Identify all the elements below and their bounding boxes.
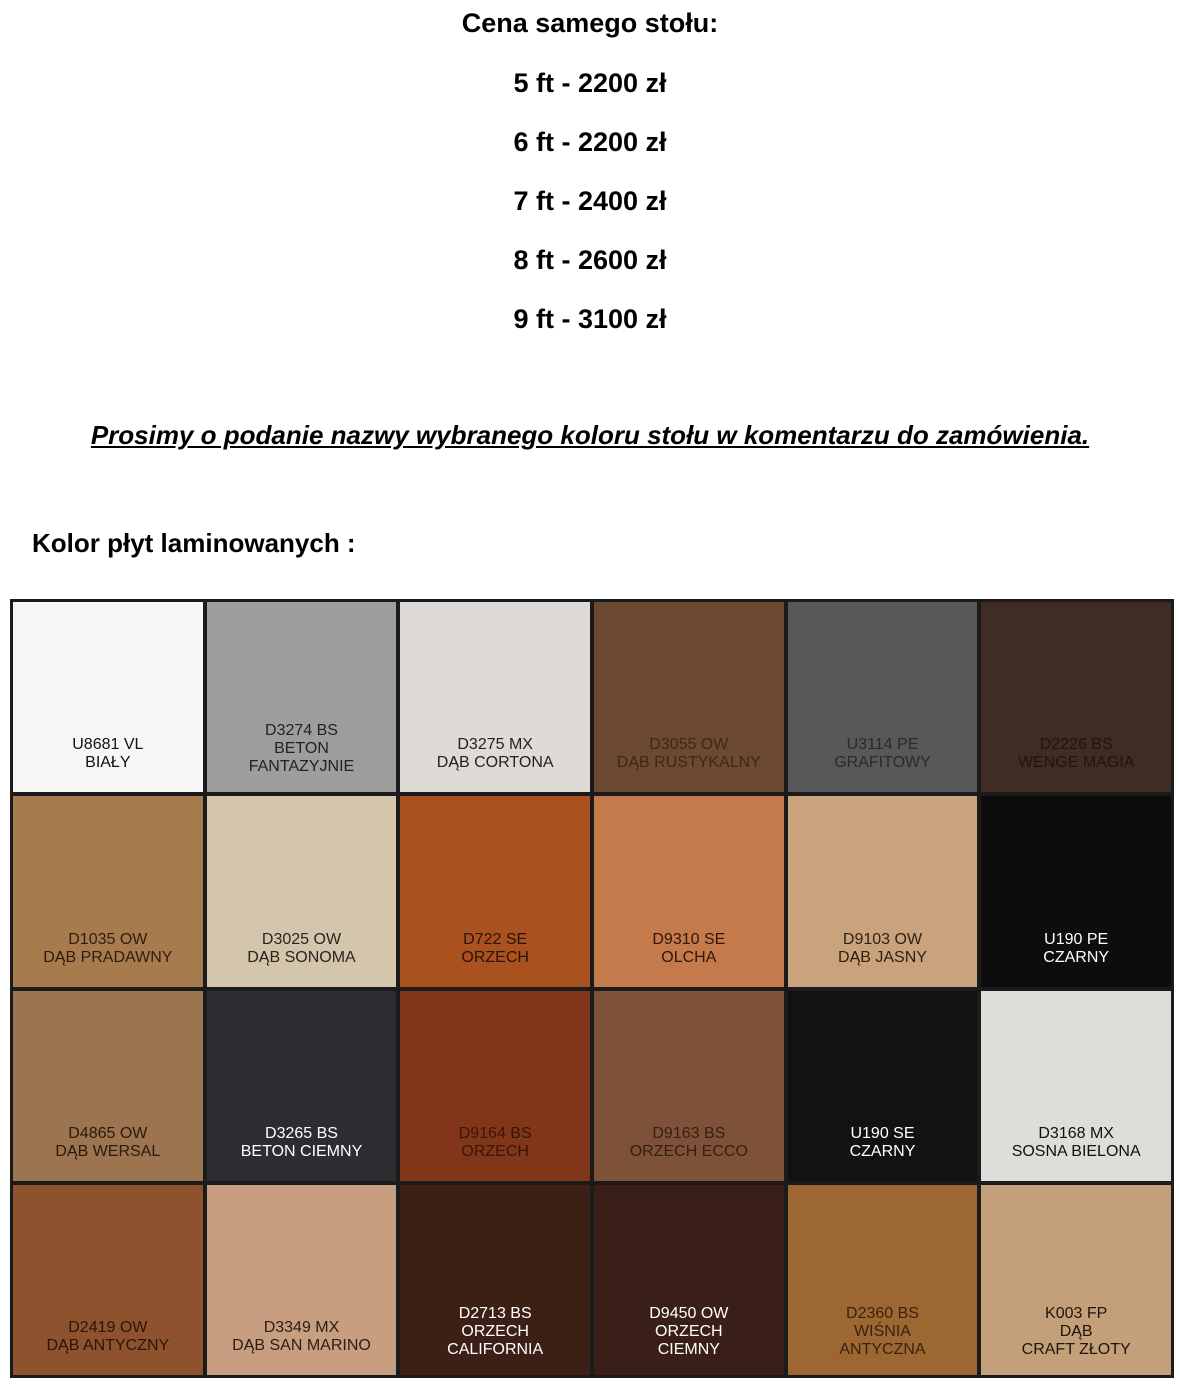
price-item: 6 ft - 2200 zł — [513, 127, 667, 157]
price-item: 9 ft - 3100 zł — [513, 304, 667, 334]
price-item: 7 ft - 2400 zł — [513, 186, 667, 216]
swatch-label: D2360 BS WIŚNIA ANTYCZNA — [839, 1305, 926, 1358]
swatch-label: D2419 OW DĄB ANTYCZNY — [46, 1319, 170, 1354]
color-swatch — [207, 991, 397, 1181]
laminate-color-heading: Kolor płyt laminowanych : — [32, 528, 356, 558]
color-swatch — [981, 1185, 1171, 1375]
swatch-label: D3274 BS BETON FANTAZYJNIE — [248, 722, 355, 776]
swatch-label: D9163 BS ORZECH ECCO — [629, 1124, 748, 1160]
swatch-label: D3265 BS BETON CIEMNY — [240, 1124, 363, 1160]
color-swatch — [788, 991, 978, 1181]
price-item: 5 ft - 2200 zł — [513, 68, 667, 98]
swatch-label: U3114 PE GRAFITOWY — [834, 736, 931, 772]
color-swatch — [788, 1185, 978, 1375]
price-heading: Cena samego stołu: — [461, 8, 719, 38]
color-swatch — [594, 796, 784, 986]
swatch-label: D4865 OW DĄB WERSAL — [55, 1124, 161, 1160]
color-swatch — [594, 991, 784, 1181]
color-swatch — [981, 991, 1171, 1181]
swatch-label: D9310 SE OLCHA — [652, 930, 726, 966]
swatch-label: K003 FP DĄB CRAFT ZŁOTY — [1021, 1305, 1131, 1358]
swatch-label: U8681 VL BIAŁY — [72, 736, 144, 772]
swatch-label: D9450 OW ORZECH CIEMNY — [649, 1305, 729, 1358]
color-swatch — [981, 602, 1171, 792]
color-swatch — [13, 796, 203, 986]
color-swatch — [13, 991, 203, 1181]
color-swatch — [981, 796, 1171, 986]
swatch-label: U190 PE CZARNY — [1043, 930, 1110, 966]
swatch-label: D9164 BS ORZECH — [458, 1124, 532, 1160]
color-swatch — [207, 1185, 397, 1375]
color-swatch-grid — [10, 599, 1174, 1378]
swatch-label: D9103 OW DĄB JASNY — [838, 930, 927, 966]
swatch-label: D1035 OW DĄB PRADAWNY — [43, 930, 173, 966]
swatch-label: D2226 BS WENGE MAGIA — [1017, 736, 1135, 772]
color-swatch — [594, 1185, 784, 1375]
price-list — [0, 67, 1180, 362]
color-swatch — [400, 602, 590, 792]
swatch-label: D3275 MX DĄB CORTONA — [436, 736, 554, 772]
swatch-label: D3168 MX SOSNA BIELONA — [1011, 1124, 1141, 1160]
color-swatch — [400, 991, 590, 1181]
swatch-label: D3025 OW DĄB SONOMA — [247, 930, 356, 966]
color-swatch — [400, 1185, 590, 1375]
swatch-label: D3055 OW DĄB RUSTYKALNY — [616, 736, 761, 772]
color-swatch — [788, 602, 978, 792]
swatch-label: D722 SE ORZECH — [461, 930, 529, 966]
color-swatch — [13, 1185, 203, 1375]
swatch-label: D2713 BS ORZECH CALIFORNIA — [447, 1305, 544, 1358]
color-comment-note: Prosimy o podanie nazwy wybranego koloru stołu w komentarzu do zamówienia. — [90, 420, 1090, 450]
color-swatch — [207, 796, 397, 986]
swatch-label: U190 SE CZARNY — [849, 1124, 916, 1160]
color-swatch — [400, 796, 590, 986]
price-item: 8 ft - 2600 zł — [513, 245, 667, 275]
color-swatch — [13, 602, 203, 792]
color-swatch — [788, 796, 978, 986]
swatch-label: D3349 MX DĄB SAN MARINO — [232, 1319, 371, 1354]
color-swatch — [594, 602, 784, 792]
color-swatch — [207, 602, 397, 792]
